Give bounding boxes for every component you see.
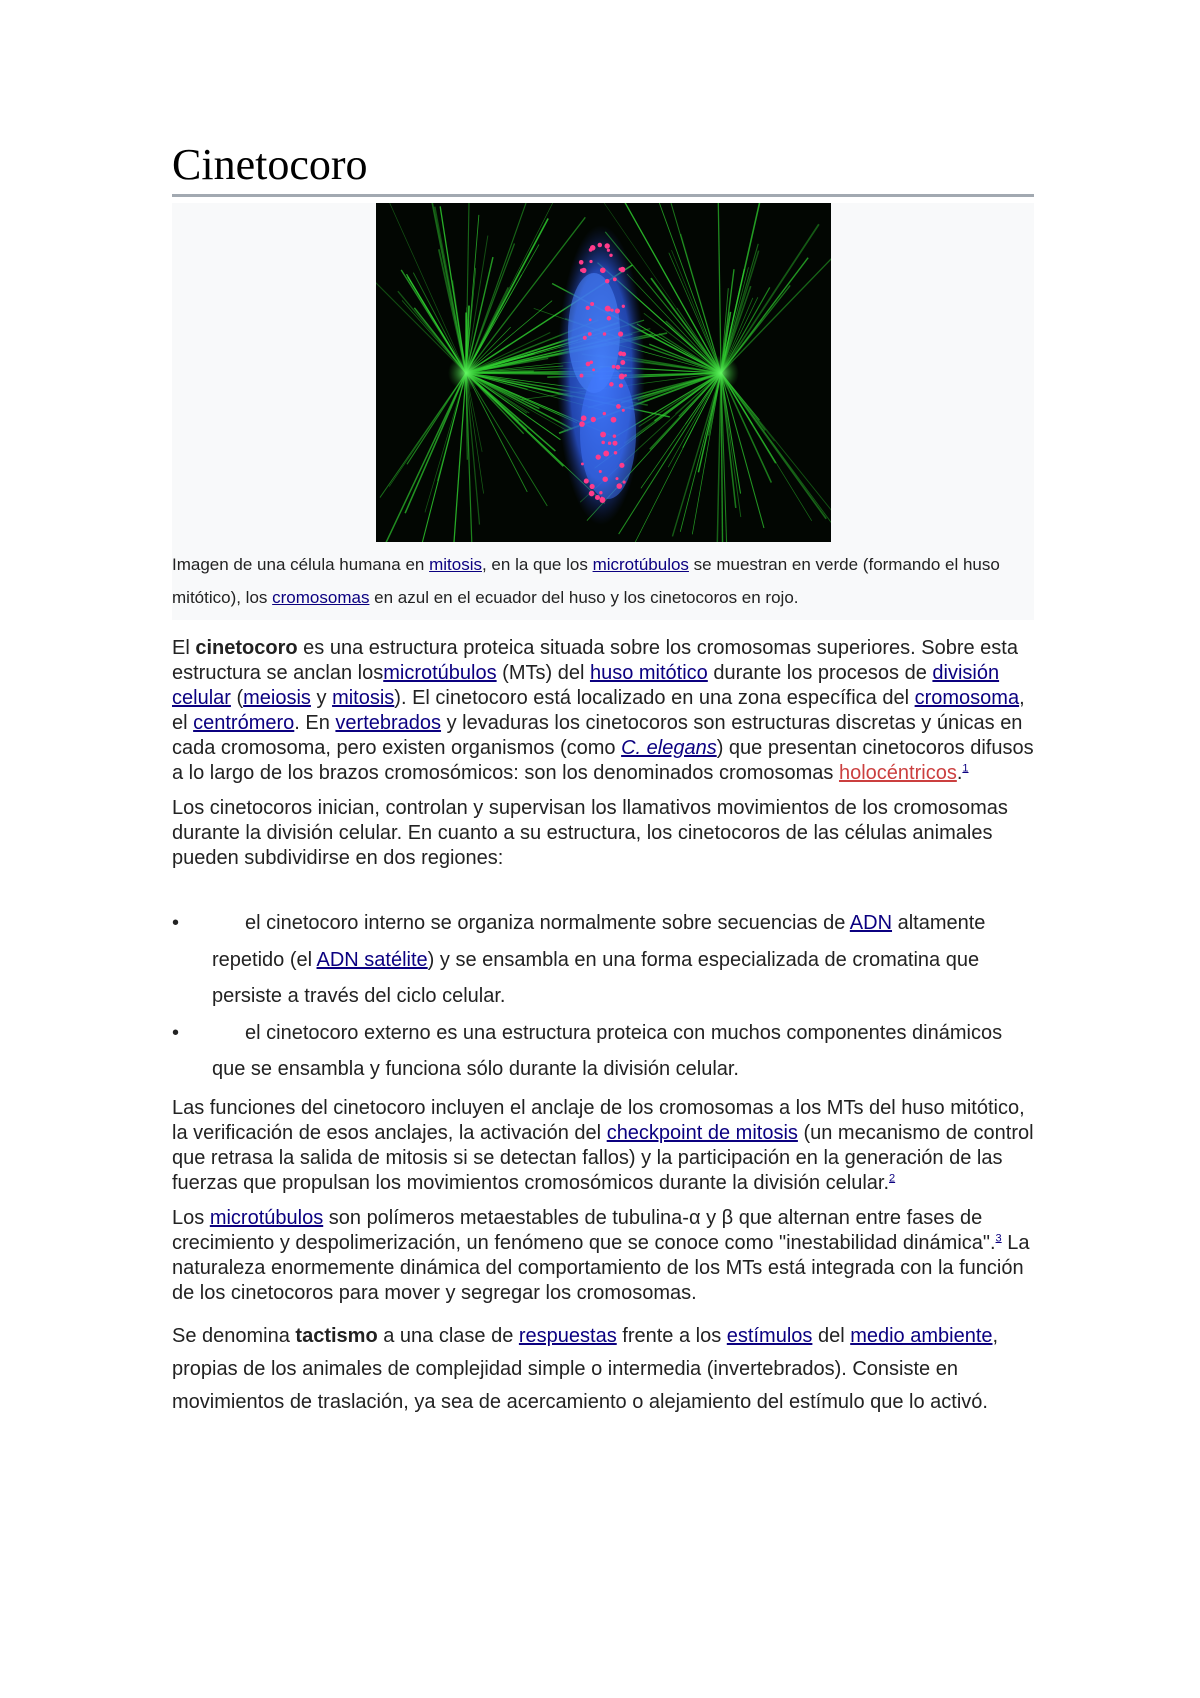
kinetochore-dot — [618, 374, 624, 380]
kinetochore-dot — [600, 432, 606, 438]
kinetochore-dot — [583, 479, 588, 484]
kinetochore-dot — [619, 463, 624, 468]
link-mitosis[interactable]: mitosis — [332, 687, 395, 709]
kinetochore-dot — [604, 279, 609, 284]
reference-2[interactable]: 2 — [889, 1171, 896, 1184]
kinetochore-dot — [581, 268, 586, 273]
link-estimulos[interactable]: estímulos — [726, 1324, 813, 1347]
kinetochore-dot — [604, 306, 610, 312]
figure — [172, 203, 1034, 620]
kinetochore-dot — [610, 417, 616, 423]
kinetochore-dot — [606, 316, 611, 321]
kinetochore-dot — [588, 318, 591, 321]
kinetochore-dot — [621, 305, 624, 308]
reference-1[interactable]: 1 — [962, 762, 969, 775]
bold-term: cinetocoro — [195, 637, 298, 659]
kinetochore-dot — [589, 484, 594, 489]
link-cromosoma[interactable]: cromosoma — [914, 687, 1020, 709]
link-respuestas[interactable]: respuestas — [518, 1324, 617, 1347]
kinetochore-dot — [614, 308, 619, 313]
page-title: Cinetocoro — [172, 140, 1034, 197]
link-microtubulos[interactable]: microtúbulos — [383, 662, 497, 684]
kinetochore-dot — [609, 254, 612, 257]
kinetochore-dot — [585, 306, 589, 310]
kinetochore-dot — [594, 495, 599, 500]
kinetochore-dot — [585, 362, 590, 367]
list-item: • el cinetocoro interno se organiza normalmente sobre secuencias de ADN altamente repetido (el ADN satélite) y se ensambla en una forma especializada de cromatina que persiste a través del ciclo celular. — [172, 905, 1034, 1015]
link-microtubulos[interactable]: microtúbulos — [209, 1206, 324, 1229]
kinetochore-dot — [615, 365, 620, 370]
kinetochore-dot — [619, 267, 625, 273]
figure-caption — [172, 542, 1034, 614]
kinetochore-dot — [601, 441, 605, 445]
bullet-icon: • — [172, 1021, 180, 1044]
kinetochore-dot — [612, 434, 616, 438]
kinetochore-dot — [618, 331, 623, 336]
kinetochore-dot — [598, 470, 601, 473]
paragraph-tactismo: Se denomina tactismo a una clase de respuestas frente a los estímulos del medio ambiente, propias de los animales de complejidad simple o intermedia (invertebrados). Consiste en movimientos de traslación, ya sea de acercamiento o alejamiento del estímulo que lo activó. — [172, 1324, 999, 1413]
link-adn[interactable]: ADN — [849, 912, 893, 934]
kinetochore-dot — [579, 421, 585, 427]
kinetochore-dot — [588, 491, 594, 497]
kinetochore-dot — [602, 476, 608, 482]
kinetochore-dot — [597, 243, 602, 248]
kinetochore-dot — [613, 451, 617, 455]
spindle-pole-right — [703, 355, 739, 391]
kinetochore-dot — [610, 309, 613, 312]
kinetochore-dot — [620, 360, 625, 365]
kinetochore-dot — [616, 483, 622, 489]
paragraph-functions: Las funciones del cinetocoro incluyen el anclaje de los cromosomas a los MTs del huso mitótico, la verificación de esos anclajes, la activación del checkpoint de mitosis (un mecanismo de control que retrasa la salida de mitosis si se detectan fallos) y la participación en la generación de las fuerzas que propulsan los movimientos cromosómicos durante la división celular.$^2$ — [172, 1096, 1034, 1194]
caption-text: se muestran en verde (formando el huso mitótico), los — [172, 555, 1000, 607]
kinetochore-dot — [606, 249, 609, 252]
kinetochore-dot — [595, 454, 600, 459]
kinetochore-dot — [600, 497, 603, 500]
kinetochore-dot — [599, 267, 605, 273]
kinetochore-dot — [590, 417, 595, 422]
kinetochore-dot — [599, 491, 602, 494]
kinetochore-dot — [612, 441, 617, 446]
kinetochore-dot — [589, 260, 592, 263]
kinetochore-dot — [589, 245, 595, 251]
paragraph-intro: El cinetocoro es una estructura proteica situada sobre los cromosomas superiores. Sobre esta estructura se anclan losmicrotúbulos (MTs) del huso mitótico durante los procesos de división celular (meiosis y mitosis). El cinetocoro está localizado en una zona específica del cromosoma, el centrómero. En vertebrados y levaduras los cinetocoros son estructuras discretas y únicas en cada cromosoma, pero existen organismos (como C. elegans) que presentan cinetocoros difusos a lo largo de los brazos cromosómicos: son los denominados cromosomas holocéntricos.$^1$ — [172, 637, 1034, 784]
link-vertebrados[interactable]: vertebrados — [335, 712, 442, 734]
link-centromero[interactable]: centrómero — [193, 712, 295, 734]
reference-3[interactable]: 3 — [995, 1231, 1002, 1244]
kinetochore-dot — [607, 442, 610, 445]
kinetochore-dot — [578, 260, 583, 265]
list-item: • el cinetocoro externo es una estructura proteica con muchos componentes dinámicos que se ensambla y funciona sólo durante la división celular. — [172, 1015, 1034, 1088]
kinetochore-dot — [624, 374, 627, 377]
caption-text: en azul en el ecuador del huso y los cinetocoros en rojo. — [369, 588, 799, 607]
kinetochore-dot — [587, 332, 591, 336]
bold-term: tactismo — [295, 1324, 378, 1347]
link-cromosomas[interactable]: cromosomas — [272, 588, 370, 607]
kinetochore-dot — [590, 302, 594, 306]
kinetochore-dot — [615, 477, 618, 480]
link-medio-ambiente[interactable]: medio ambiente — [850, 1324, 993, 1347]
spindle-pole-left — [448, 355, 484, 391]
mitosis-cell-image — [376, 203, 831, 542]
kinetochore-dot — [592, 368, 595, 371]
article — [172, 140, 1034, 1419]
kinetochore-dot — [580, 415, 586, 421]
kinetochore-dot — [618, 383, 622, 387]
kinetochore-dot — [612, 277, 616, 281]
regions-list — [172, 905, 1034, 1088]
kinetochore-dot — [604, 243, 609, 248]
caption-text: Imagen de una célula humana en — [172, 555, 430, 574]
paragraph-structure: Los cinetocoros inician, controlan y supervisan los llamativos movimientos de los cromosomas durante la división celular. En cuanto a su estructura, los cinetocoros de las células animales pueden subdividirse en dos regiones: — [172, 797, 1008, 869]
kinetochore-dot — [580, 462, 583, 465]
link-adn-satelite[interactable]: ADN satélite — [316, 948, 428, 971]
kinetochore-dot — [602, 332, 606, 336]
link-microtubulos[interactable]: microtúbulos — [592, 555, 689, 574]
link-c-elegans[interactable]: C. elegans — [621, 737, 717, 759]
paragraph-microtubules: Los microtúbulos son polímeros metaestables de tubulina-α y β que alternan entre fases de crecimiento y despolimerización, un fenómeno que se conoce como "inestabilidad dinámica".$^3$ La naturaleza enormemente dinámica del comportamiento de los MTs está integrada con la función de los cinetocoros para mover y segregar los cromosomas. — [172, 1206, 1030, 1304]
kinetochore-dot — [621, 352, 626, 357]
caption-text: , en la que los — [481, 555, 593, 574]
kinetochore-dot — [622, 481, 625, 484]
bullet-icon: • — [172, 912, 180, 934]
link-holocentricos[interactable]: holocéntricos — [838, 762, 957, 784]
kinetochore-dot — [602, 412, 605, 415]
kinetochore-dot — [621, 409, 624, 412]
link-division-celular[interactable]: división celular — [172, 662, 1000, 709]
kinetochore-dot — [582, 336, 586, 340]
link-meiosis[interactable]: meiosis — [243, 687, 311, 709]
kinetochore-dot — [603, 451, 609, 457]
kinetochore-dot — [579, 374, 583, 378]
link-mitosis[interactable]: mitosis — [429, 555, 482, 574]
kinetochore-dot — [609, 382, 614, 387]
kinetochore-dot — [611, 365, 615, 369]
kinetochore-dot — [616, 404, 621, 409]
link-checkpoint-mitosis[interactable]: checkpoint de mitosis — [606, 1121, 798, 1144]
link-huso-mitotico[interactable]: huso mitótico — [589, 662, 708, 684]
